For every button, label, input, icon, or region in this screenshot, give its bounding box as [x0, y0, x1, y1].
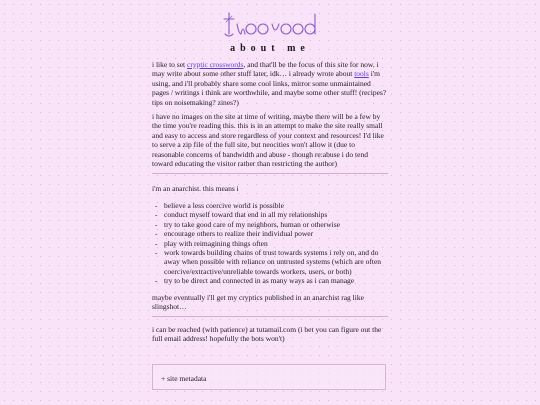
beliefs-list [152, 201, 388, 286]
anarchist-intro: i'm an anarchist. this means i [152, 184, 239, 193]
cryptic-crosswords-link[interactable]: cryptic crosswords [187, 60, 244, 69]
list-item: - play with reimagining things often [152, 239, 388, 248]
images-note-paragraph: i have no images on the site at time of writing, maybe there will be a few by the time you're reading this. this is in an attempt to make the site really small and easy to access and store regardless of your context and resources! I'd like to serve a zip file of the full site, but neocities won't allow it (due to reasonable concerns of bandwidth and abuse - though re:abuse i do tend toward educating the visitor rather than restricting the author) [152, 112, 384, 169]
list-item: - work towards building chains of trust towards systems i rely on, and do away when possible with reliance on untrusted systems (which are often coercive/extractive/unreliable towards workers, users, or both) [152, 248, 388, 276]
cryptics-note: maybe eventually i'll get my cryptics published in an anarchist rag like slingshot… [152, 293, 364, 312]
tools-link[interactable]: tools [354, 69, 369, 79]
list-item: - encourage others to realize their individual power [152, 229, 388, 238]
intro-paragraph: i like to set cryptic crosswords, and that'll be the focus of this site for now. i may write about some other stuff later, idk… i already wrote about tools i'm using, and i'll probably share some cool links, mirror some unmaintained pages / writings i think are worthwhile, and maybe some other stuff! (recipes? tips on noisemaking? zines?) [152, 60, 387, 107]
list-item: - conduct myself toward that end in all my relationships [152, 210, 388, 219]
site-metadata-toggle[interactable]: + site metadata [152, 364, 386, 390]
divider [152, 316, 388, 317]
site-logo[interactable] [222, 10, 320, 42]
contact-paragraph: i can be reached (with patience) at tutamail.com (i bet you can figure out the full email address! hopefully the bots won't) [152, 325, 382, 344]
list-item: - try to be direct and connected in as many ways as i can manage [152, 276, 388, 285]
list-item: - believe a less coercive world is possible [152, 201, 388, 210]
divider [152, 173, 388, 174]
list-item: - try to take good care of my neighbors, human or otherwise [152, 220, 388, 229]
page-title: about me [230, 43, 310, 54]
